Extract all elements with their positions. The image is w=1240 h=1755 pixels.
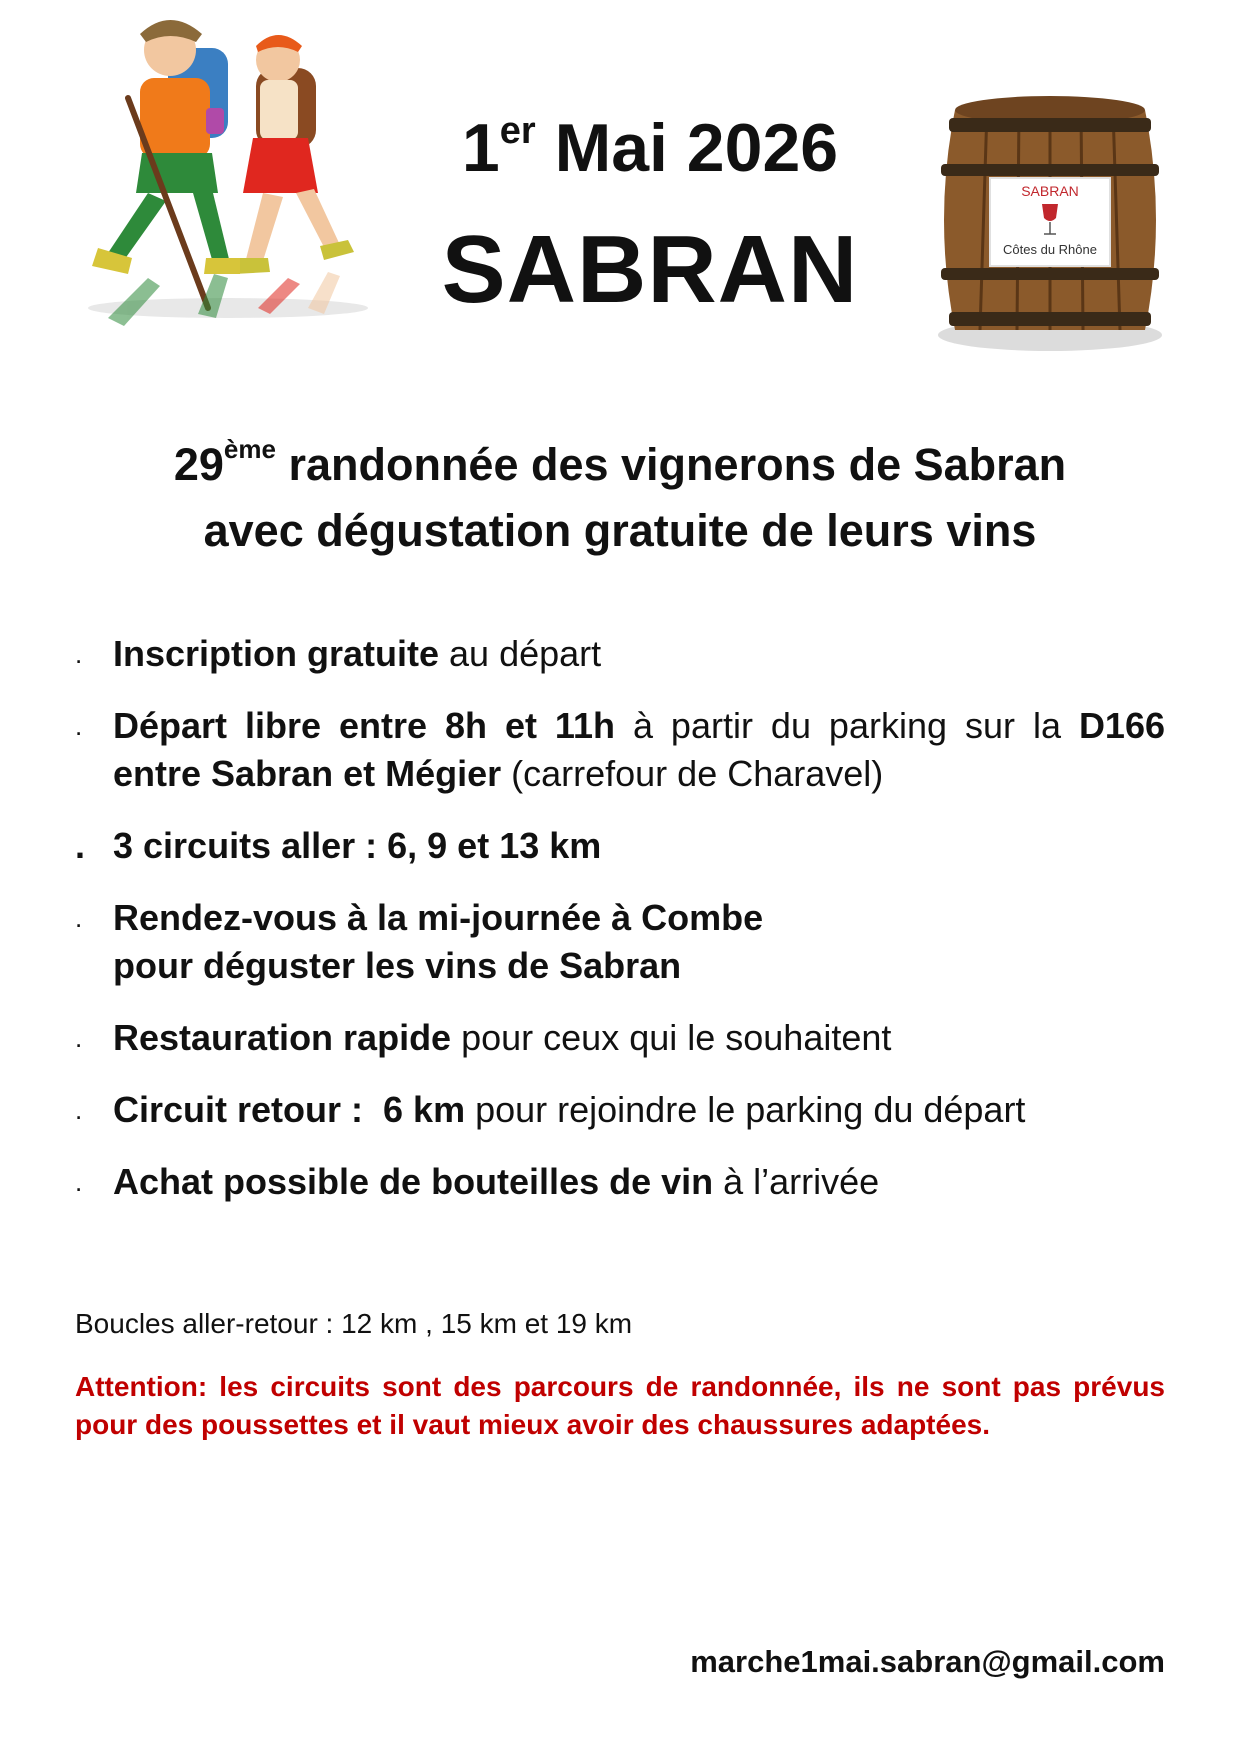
list-bullet: .	[75, 711, 83, 741]
item-bold-text: Rendez-vous à la mi-journée à Combe	[113, 897, 764, 938]
barrel-label-bottom: Côtes du Rhône	[1003, 242, 1097, 257]
list-item	[75, 1158, 1165, 1206]
list-bullet: .	[75, 1023, 83, 1053]
date-month-year: Mai 2026	[554, 110, 839, 186]
item-bold-text: Achat possible de bouteilles de vin	[113, 1161, 714, 1202]
item-text: à partir du parking sur la	[614, 705, 1079, 746]
list-item	[75, 702, 1165, 798]
list-item	[75, 822, 1165, 870]
hikers-illustration	[78, 8, 378, 368]
subtitle-line-1	[70, 432, 1170, 498]
subtitle-ordinal: 29	[173, 439, 224, 490]
hiker-man	[92, 20, 240, 308]
item-text: pour ceux qui le souhaitent	[451, 1017, 892, 1058]
subtitle-line-1-text: randonnée des vignerons de Sabran	[288, 439, 1067, 490]
list-bullet: .	[75, 1167, 83, 1197]
item-bold-text: 3 circuits aller : 6, 9 et 13 km	[113, 825, 602, 866]
list-bullet: .	[75, 825, 86, 866]
item-bold-text: Inscription gratuite	[113, 633, 440, 674]
item-bold-text-2: pour déguster les vins de Sabran	[113, 945, 682, 986]
event-subtitle	[70, 432, 1170, 564]
subtitle-line-2: avec dégustation gratuite de leurs vins	[203, 505, 1037, 556]
contact-email[interactable]: marche1mai.sabran@gmail.com	[690, 1644, 1165, 1679]
item-bold-text: Départ libre entre 8h et 11h	[113, 705, 615, 746]
list-item	[75, 630, 1165, 678]
item-bold-text: Circuit retour : 6 km	[113, 1089, 466, 1130]
wine-barrel-illustration	[925, 90, 1175, 355]
town-title: SABRAN	[441, 216, 859, 323]
item-text: à l’arrivée	[713, 1161, 880, 1202]
date-day-suffix: er	[499, 110, 536, 152]
item-text-2: (carrefour de Charavel)	[501, 753, 884, 794]
list-bullet: .	[75, 1095, 83, 1125]
item-text: pour rejoindre le parking du départ	[465, 1089, 1026, 1130]
info-list	[75, 630, 1165, 1230]
item-text: au départ	[439, 633, 602, 674]
hiker-woman	[234, 35, 354, 274]
item-bold-text-2: D166 entre Sabran et Mégier	[113, 705, 1165, 794]
barrel-label-top: SABRAN	[1021, 183, 1079, 199]
item-bold-text: Restauration rapide	[113, 1017, 452, 1058]
event-date	[380, 108, 920, 188]
list-item	[75, 1086, 1165, 1134]
list-bullet: .	[75, 639, 83, 669]
list-bullet: .	[75, 903, 83, 933]
date-day: 1	[461, 110, 500, 186]
list-item	[75, 1014, 1165, 1062]
warning-note: Attention: les circuits sont des parcours de randonnée, ils ne sont pas prévus pour des poussettes et il vaut mieux avoir des chaussures adaptées.	[75, 1371, 1165, 1440]
subtitle-ordinal-suffix: ème	[223, 434, 276, 464]
list-item	[75, 894, 1165, 990]
loops-note: Boucles aller-retour : 12 km , 15 km et 19 km	[75, 1308, 633, 1339]
